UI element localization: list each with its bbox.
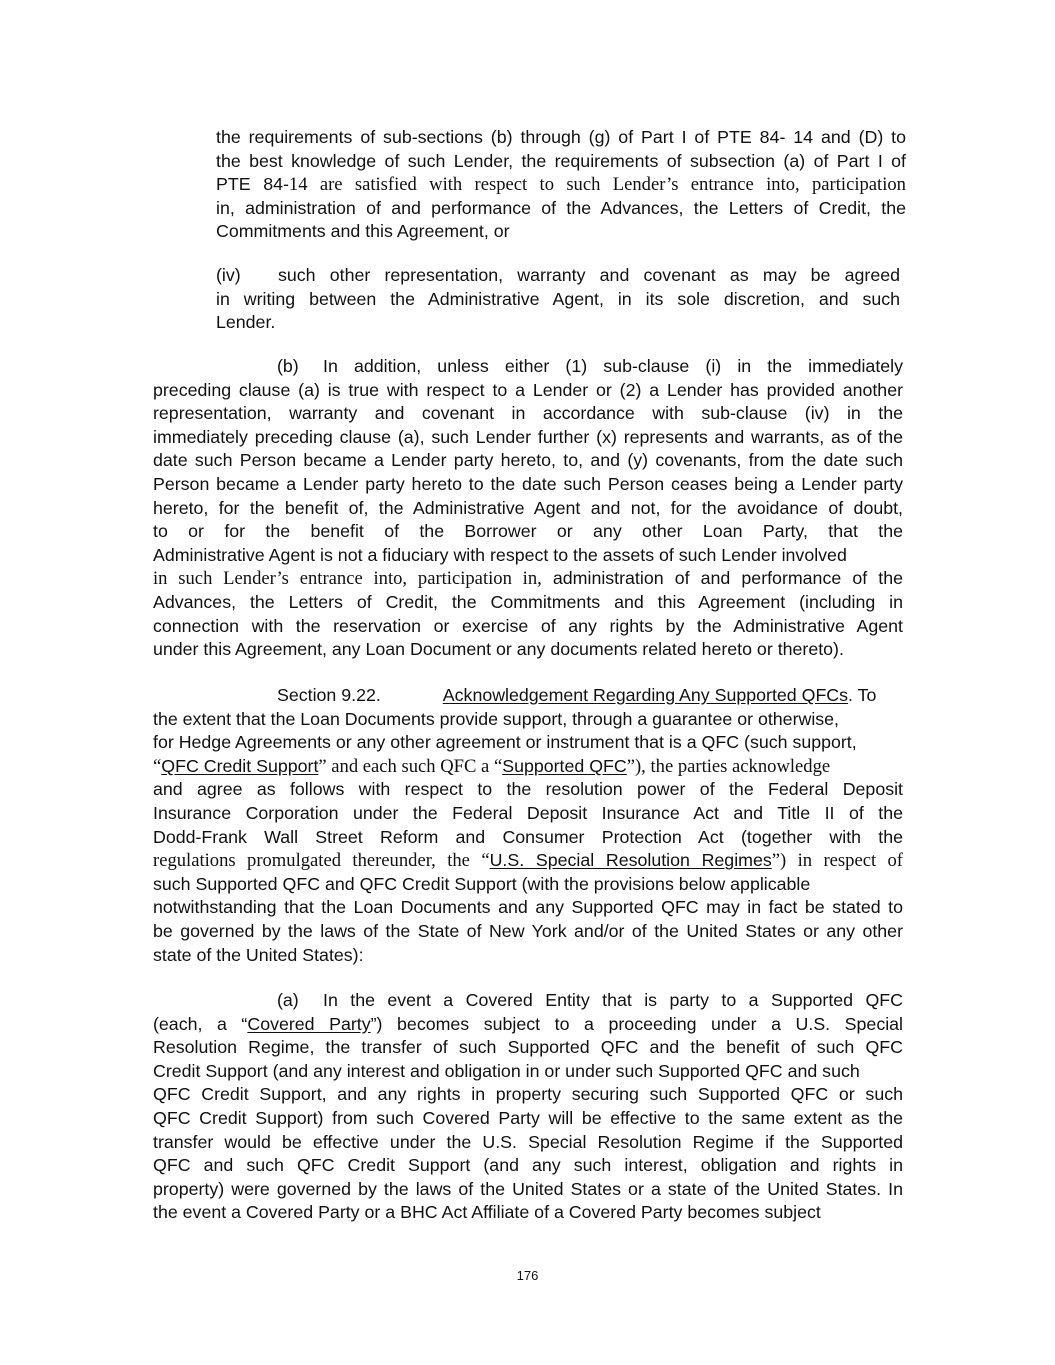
text-line: to or for the benefit of the Borrower or any other Loan Party, that the (153, 521, 903, 542)
text-line: in writing between the Administrative Agent, in its sole discretion, and such (216, 288, 900, 309)
text-line: Person became a Lender party hereto to the date such Person ceases being a Lender party (153, 473, 903, 494)
clause-label: (b) (277, 356, 299, 376)
text-line (153, 849, 903, 873)
text-line (153, 355, 903, 379)
paragraph-clause-iv (216, 264, 900, 335)
text-run: ”), the parties acknowledge (626, 755, 831, 777)
text-line: Insurance Corporation under the Federal Deposit Insurance Act and Title II of the (153, 802, 903, 823)
text-line: notwithstanding that the Loan Documents and any Supported QFC may in fact be stated to (153, 897, 903, 918)
text-line (153, 989, 903, 1013)
defined-term-us-special-resolution-regimes: U.S. Special Resolution Regimes (489, 850, 772, 871)
defined-term-supported-qfc: Supported QFC (502, 755, 627, 776)
text-run: ” and each such QFC a “ (318, 755, 503, 777)
text-line: be governed by the laws of the State of New York and/or of the United States or any other (153, 920, 903, 941)
text-line: the event a Covered Party or a BHC Act Affiliate of a Covered Party becomes subject (153, 1202, 821, 1223)
text-line: preceding clause (a) is true with respect to a Lender or (2) a Lender has provided another (153, 379, 903, 400)
text-line: date such Person became a Lender party hereto, to, and (y) covenants, from the date such (153, 450, 903, 471)
text-line: QFC Credit Support, and any rights in property securing such Supported QFC or such (153, 1084, 903, 1105)
text-run: 14 are satisfied with respect to such Lender’s entrance into, participation (288, 174, 906, 196)
text-run: ”) becomes subject to a proceeding under a U.S. Special (370, 1013, 903, 1034)
text-line: immediately preceding clause (a), such Lender further (x) represents and warrants, as of the (153, 426, 903, 447)
text-line: Dodd-Frank Wall Street Reform and Consumer Protection Act (together with the (153, 826, 903, 847)
text-line (216, 173, 906, 197)
text-line (216, 264, 900, 288)
section-title: Acknowledgement Regarding Any Supported QFCs (442, 685, 849, 705)
text-line: Credit Support (and any interest and obligation in or under such Supported QFC and such (153, 1060, 860, 1081)
paragraph-clause-a (153, 989, 903, 1225)
text-line: the best knowledge of such Lender, the requirements of subsection (a) of Part I of (216, 150, 906, 171)
text-run: such other representation, warranty and covenant as may be agreed (278, 265, 900, 285)
text-line: in, administration of and performance of the Advances, the Letters of Credit, the (216, 197, 906, 218)
text-run: ”) in respect of (771, 850, 903, 872)
text-line: and agree as follows with respect to the resolution power of the Federal Deposit (153, 779, 903, 800)
text-line: such Supported QFC and QFC Credit Support (with the provisions below applicable (153, 873, 811, 894)
text-run: regulations promulgated thereunder, the “ (153, 850, 490, 872)
text-line (153, 567, 903, 591)
section-9-22 (153, 684, 903, 967)
text-line: Lender. (216, 312, 276, 333)
text-line: property) were governed by the laws of the United States or a state of the United States. In (153, 1178, 903, 1199)
text-run: (each, a “ (153, 1013, 248, 1034)
page-number: 176 (516, 1268, 539, 1283)
defined-term-covered-party: Covered Party (247, 1013, 371, 1034)
text-line: for Hedge Agreements or any other agreement or instrument that is a QFC (such support, (153, 732, 857, 753)
text-line: Advances, the Letters of Credit, the Commitments and this Agreement (including in (153, 591, 903, 612)
text-line (153, 755, 903, 779)
text-line: hereto, for the benefit of, the Administrative Agent and not, for the avoidance of doubt, (153, 497, 903, 518)
text-run: “ (153, 755, 162, 777)
text-line: transfer would be effective under the U.S. Special Resolution Regime if the Supported (153, 1131, 903, 1152)
text-line: the requirements of sub-sections (b) through (g) of Part I of PTE 84- 14 and (D) to (216, 127, 906, 147)
section-number: Section 9.22. (277, 685, 381, 705)
text-line: connection with the reservation or exercise of any rights by the Administrative Agent (153, 615, 903, 636)
text-line (153, 1013, 903, 1037)
defined-term-qfc-credit-support: QFC Credit Support (161, 755, 319, 776)
text-line: QFC Credit Support) from such Covered Party will be effective to the same extent as the (153, 1107, 903, 1128)
text-line: Commitments and this Agreement, or (216, 221, 510, 242)
text-line: Resolution Regime, the transfer of such Supported QFC and the benefit of such QFC (153, 1037, 903, 1058)
text-line: QFC and such QFC Credit Support (and any such interest, obligation and rights in (153, 1155, 903, 1176)
clause-label: (iv) (216, 265, 241, 285)
text-line: the extent that the Loan Documents provide support, through a guarantee or otherwise, (153, 708, 840, 729)
section-heading-line (153, 684, 903, 708)
paragraph-pte-requirements (216, 126, 906, 244)
text-run: PTE 84- (216, 174, 289, 195)
text-run: In the event a Covered Entity that is party to a Supported QFC (323, 990, 903, 1010)
paragraph-clause-b (153, 355, 903, 662)
text-run: in such Lender’s entrance into, participation in, (153, 568, 542, 590)
text-line: Administrative Agent is not a fiduciary with respect to the assets of such Lender involved (153, 544, 847, 565)
text-line: under this Agreement, any Loan Document or any documents related hereto or thereto). (153, 639, 844, 660)
clause-label: (a) (277, 990, 299, 1010)
text-line: representation, warranty and covenant in accordance with sub-clause (iv) in the (153, 403, 903, 424)
text-run: administration of and performance of the (541, 568, 903, 589)
text-run: In addition, unless either (1) sub-clause (i) in the immediately (323, 356, 903, 376)
text-line: state of the United States): (153, 944, 364, 965)
text-run: . To (848, 685, 877, 705)
